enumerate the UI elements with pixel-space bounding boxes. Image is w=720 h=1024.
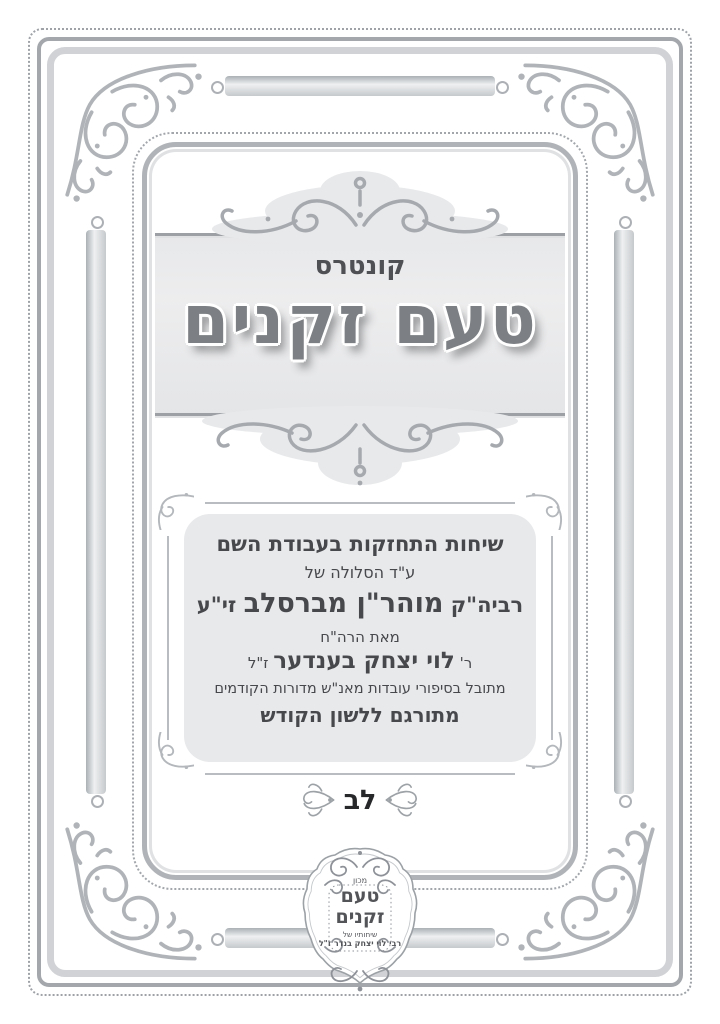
rebbe-honorific: רביה"ק xyxy=(450,593,524,617)
subtitle-line-2: ע"ד הסלולה של xyxy=(304,563,416,582)
emblem-machon-label: מכון xyxy=(352,876,368,885)
subtitle-line-4: מאת הרה"ח xyxy=(320,628,400,646)
author-honorific: ר' xyxy=(459,654,473,672)
ribbon-bar-top xyxy=(225,76,495,96)
page-number-row xyxy=(0,776,720,824)
subtitle-line-1: שיחות התחזקות בעבודת השם xyxy=(216,532,504,556)
kuntres-label: קונטרס xyxy=(314,251,406,281)
author-name: לוי יצחק בענדער xyxy=(273,648,455,674)
ribbon-bar-right xyxy=(614,230,634,794)
rebbe-suffix: זי"ע xyxy=(196,593,237,617)
page-number: לב xyxy=(343,784,377,816)
subtitle-line-7: מתורגם ללשון הקודש xyxy=(260,703,460,727)
main-title: טעם זקנים xyxy=(182,281,538,360)
emblem-author: רבי לוי יצחק בנדר ז"ל xyxy=(318,939,402,948)
subtitle-frame-line-top xyxy=(205,502,515,504)
author-suffix: ז"ל xyxy=(247,654,269,672)
title-banner xyxy=(155,235,565,417)
subtitle-line-3 xyxy=(184,588,536,619)
publisher-emblem xyxy=(297,843,423,995)
subtitle-block xyxy=(184,514,536,762)
rebbe-name: מוהר"ן מברסלב xyxy=(243,588,444,619)
banner-crest-ornament-icon xyxy=(210,169,510,247)
emblem-subtitle: שיחותיו של xyxy=(342,930,378,939)
subtitle-line-6: מתובל בסיפורי עובדות מאנ"ש מדורות הקודמים xyxy=(214,681,506,697)
subtitle-corner-curl-icon-top-right xyxy=(526,488,568,530)
banner-pendant-ornament-icon xyxy=(200,405,520,491)
subtitle-frame-line-bottom xyxy=(205,773,515,775)
emblem-title-word-2: זקנים xyxy=(335,906,385,928)
subtitle-frame-line-right xyxy=(551,536,553,740)
subtitle-frame-line-left xyxy=(167,536,169,740)
ribbon-bar-left xyxy=(86,230,106,794)
subtitle-line-5 xyxy=(184,648,536,674)
page-number-flourish-icon-left xyxy=(299,778,337,822)
subtitle-corner-curl-icon-top-left xyxy=(152,488,194,530)
emblem-title-word-1: טעם xyxy=(340,885,380,907)
page-number-flourish-icon-right xyxy=(383,778,421,822)
